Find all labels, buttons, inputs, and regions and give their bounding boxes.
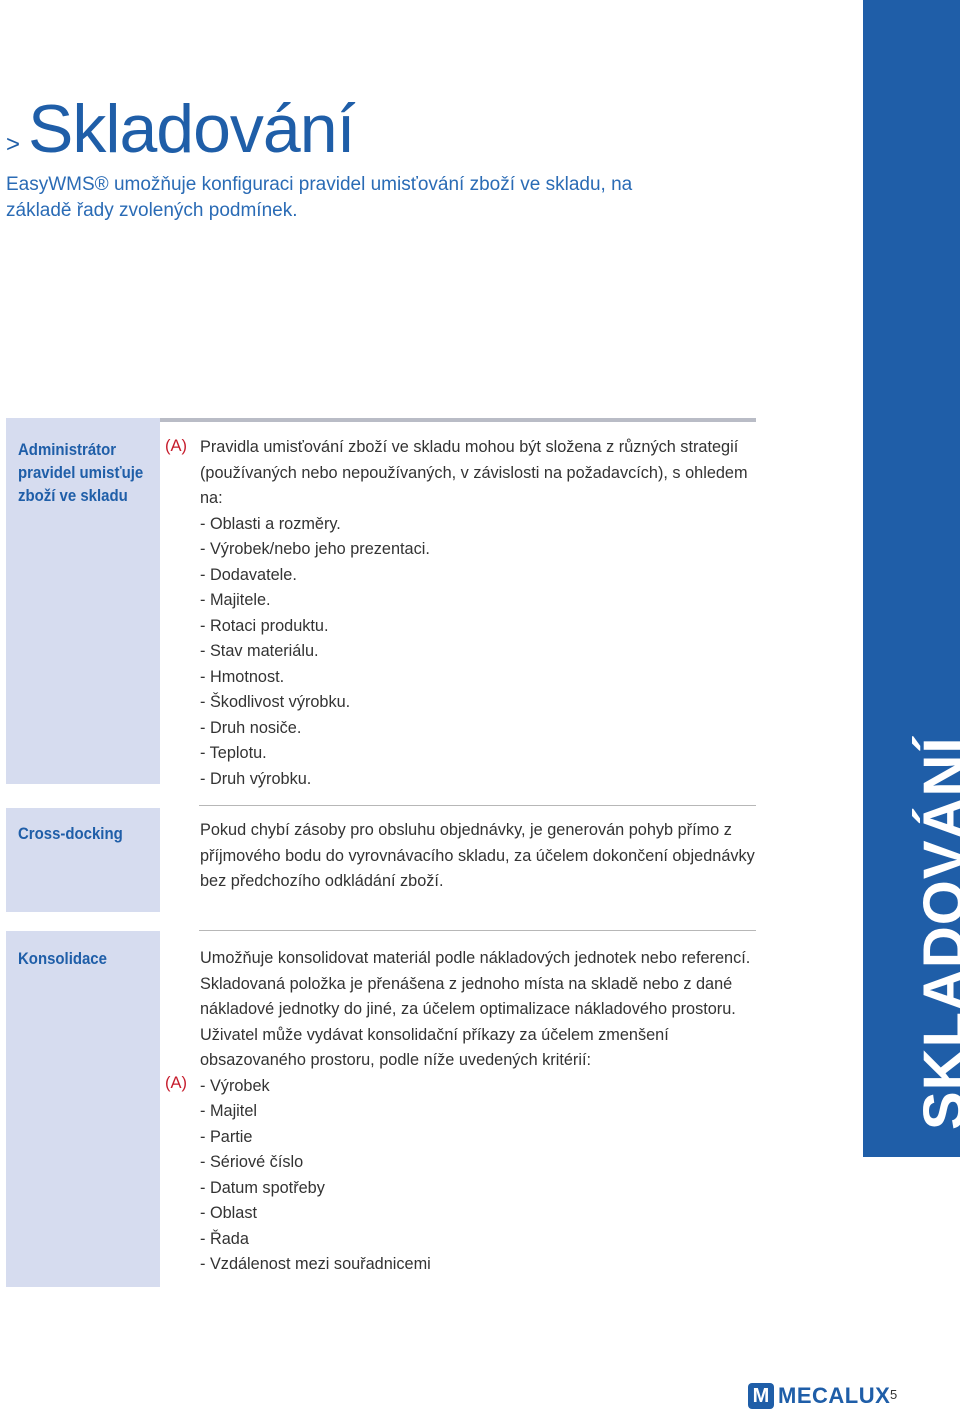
consolidation-content	[200, 946, 760, 1278]
consolidation-lead: Umožňuje konsolidovat materiál podle nákladových jednotek nebo referencí. Skladovaná položka je přenášena z jednoho místa na skladě nebo z dané nákladové jednotky do jiné, za účelem optimalizace nákladového prostoru. Uživatel může vydávat konsolidační příkazy za účelem zmenšení obsazovaného prostoru, podle níže uvedených kritérií:	[200, 949, 751, 1069]
section-sidebar	[863, 0, 977, 1157]
list-item: - Rotaci produktu.	[200, 616, 329, 635]
brand-logo	[748, 1383, 890, 1409]
mecalux-logo-icon: M	[748, 1383, 774, 1409]
band-admin	[6, 418, 160, 784]
title-block	[6, 90, 354, 168]
marker-admin: (A)	[165, 437, 187, 455]
brand-name: MECALUX	[778, 1383, 891, 1408]
marker-consolidation: (A)	[165, 1074, 187, 1092]
list-item: - Druh nosiče.	[200, 718, 302, 737]
band-consolidation	[6, 931, 160, 1287]
band-crossdock	[6, 808, 160, 912]
list-item: - Vzdálenost mezi souřadnicemi	[200, 1255, 431, 1273]
intro-text: EasyWMS® umožňuje konfiguraci pravidel umisťování zboží ve skladu, na základě řady zvolených podmínek.	[6, 174, 633, 221]
sidebar-label: SKLADOVÁNÍ	[912, 736, 977, 1130]
admin-list	[200, 512, 760, 793]
list-item: - Oblasti a rozměry.	[200, 514, 341, 533]
list-item: - Dodavatele.	[200, 565, 297, 584]
list-item: - Řada	[200, 1229, 249, 1248]
title-prefix: >	[6, 131, 21, 158]
label-crossdock: Cross-docking	[18, 824, 123, 843]
list-item: - Druh výrobku.	[200, 769, 312, 788]
label-consolidation: Konsolidace	[18, 949, 107, 968]
section-divider-top	[160, 418, 756, 422]
page-title: Skladování	[28, 91, 355, 167]
list-item: - Teplotu.	[200, 744, 267, 762]
admin-content	[200, 435, 760, 792]
section-divider	[199, 805, 756, 806]
page-number: 5	[890, 1387, 898, 1402]
list-item: - Škodlivost výrobku.	[200, 693, 351, 711]
label-admin: Administrátor pravidel umisťuje zboží ve skladu	[18, 440, 144, 505]
list-item: - Oblast	[200, 1204, 258, 1222]
crossdock-text: Pokud chybí zásoby pro obsluhu objednávky, je generován pohyb přímo z příjmového bodu do vyrovnávacího skladu, za účelem dokončení objednávky bez předchozího odkládání zboží.	[200, 821, 755, 890]
section-divider	[199, 930, 756, 931]
list-item: - Partie	[200, 1127, 253, 1146]
list-item: - Výrobek	[200, 1076, 270, 1095]
list-item: - Datum spotřeby	[200, 1178, 325, 1197]
admin-lead: Pravidla umisťování zboží ve skladu mohou být složena z různých strategií (používaných nebo nepoužívaných, v závislosti na požadavcích), s ohledem na:	[200, 438, 748, 507]
crossdock-content	[200, 818, 760, 895]
list-item: - Majitele.	[200, 591, 271, 609]
list-item: - Hmotnost.	[200, 667, 285, 686]
consolidation-list	[200, 1074, 760, 1278]
list-item: - Majitel	[200, 1102, 257, 1120]
list-item: - Stav materiálu.	[200, 642, 319, 660]
list-item: - Výrobek/nebo jeho prezentaci.	[200, 540, 430, 558]
list-item: - Sériové číslo	[200, 1153, 304, 1171]
